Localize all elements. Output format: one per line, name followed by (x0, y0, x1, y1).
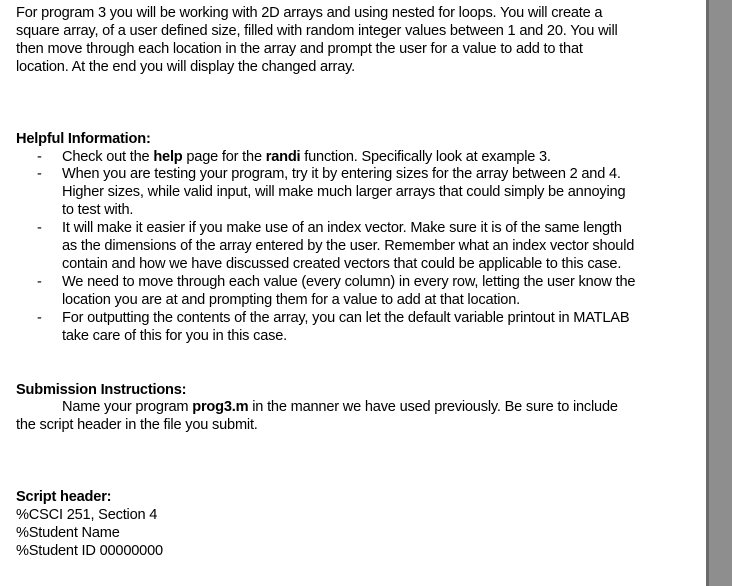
script-header-line: %CSCI 251, Section 4 (16, 507, 158, 524)
submission-paragraph (16, 399, 636, 435)
list-item (16, 310, 636, 346)
intro-paragraph: For program 3 you will be working with 2D arrays and using nested for loops. You will create a square array, of a user defined size, filled with random integer values between 1 and 20. You will then move through each location in the array and prompt the user for a value to add to that location. At the end you will display the changed array. (16, 5, 618, 75)
submission-text: Name your program (62, 399, 193, 416)
item-text: page for the (182, 148, 266, 165)
item-text: function. Specifically look at example 3. (300, 148, 551, 165)
helpful-info-list (16, 149, 636, 346)
bullet-dash: - (37, 309, 42, 326)
item-text: Check out the (62, 148, 154, 165)
script-header-heading: Script header: (16, 489, 112, 506)
submission-heading: Submission Instructions: (16, 381, 187, 398)
list-item (16, 220, 636, 274)
list-item (16, 274, 636, 310)
bullet-dash: - (37, 220, 42, 237)
item-text: For outputting the contents of the array, you can let the default variable printout in MATLAB take care of this for you in this case. (62, 309, 630, 344)
script-header-line: %Student Name (16, 525, 120, 542)
item-text: We need to move through each value (every column) in every row, letting the user know the location you are at and prompting them for a value to add at that location. (62, 273, 636, 308)
bullet-dash: - (37, 166, 42, 183)
list-item (16, 149, 636, 167)
document-body (16, 5, 636, 561)
randi-keyword: randi (265, 148, 301, 165)
list-item (16, 166, 636, 220)
filename: prog3.m (192, 399, 249, 416)
bullet-dash: - (37, 273, 42, 290)
item-text: It will make it easier if you make use of an index vector. Make sure it is of the same length as the dimensions of the array entered by the user. Remember what an index vector should contain and how we have discussed created vectors that could be applicable to this case. (62, 220, 635, 272)
item-text: When you are testing your program, try it by entering sizes for the array between 2 and 4. Higher sizes, while valid input, will make much larger arrays that could simply be annoying to test with. (62, 166, 626, 219)
helpful-info-heading: Helpful Information: (16, 130, 151, 147)
submission-text: in the manner we have used previously. Be sure to include the script header in the file you submit. (16, 399, 618, 434)
help-keyword: help (153, 148, 183, 165)
viewer-gutter (706, 0, 732, 586)
bullet-dash: - (37, 148, 42, 165)
script-header-line: %Student ID 00000000 (16, 542, 163, 559)
